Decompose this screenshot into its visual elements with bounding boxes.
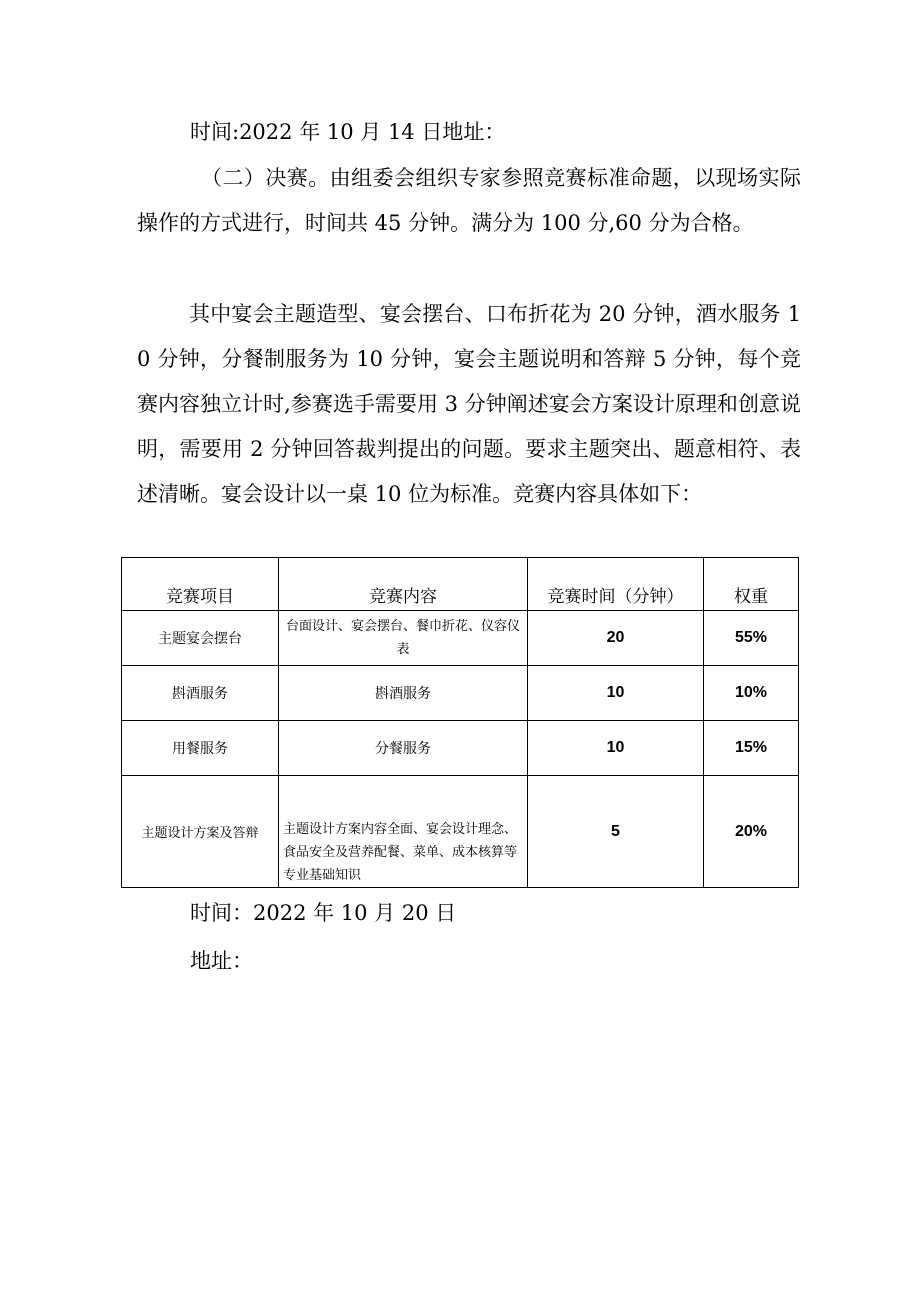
cell-item: 斟酒服务 xyxy=(122,666,279,721)
cell-weight: 15% xyxy=(704,721,799,776)
cell-time: 10 xyxy=(528,666,704,721)
header-content: 竞赛内容 xyxy=(279,558,528,611)
cell-weight: 55% xyxy=(704,611,799,666)
header-item: 竞赛项目 xyxy=(122,558,279,611)
final-time-line: 时间：2022 年 10 月 20 日 xyxy=(190,901,457,925)
table-row xyxy=(122,666,799,721)
table-row xyxy=(122,721,799,776)
cell-time: 10 xyxy=(528,721,704,776)
final-round-paragraph: （二）决赛。由组委会组织专家参照竞赛标准命题，以现场实际操作的方式进行，时间共 45 分钟。满分为 100 分,60 分为合格。 xyxy=(137,166,801,235)
final-round-details-paragraph: 其中宴会主题造型、宴会摆台、口布折花为 20 分钟，酒水服务 10 分钟，分餐制服务为 10 分钟，宴会主题说明和答辩 5 分钟，每个竞赛内容独立计时,参赛选手需要用 3 分钟阐述宴会方案设计原理和创意说明，需要用 2 分钟回答裁判提出的问题。要求主题突出、题意相符、表述清晰。宴会设计以一桌 10 位为标准。竞赛内容具体如下： xyxy=(137,302,801,506)
header-time: 竞赛时间（分钟） xyxy=(528,558,704,611)
cell-content: 分餐服务 xyxy=(279,721,528,776)
final-address-line: 地址： xyxy=(190,949,253,973)
cell-content: 主题设计方案内容全面、宴会设计理念、食品安全及营养配餐、菜单、成本核算等专业基础知识 xyxy=(279,776,528,888)
table-row xyxy=(122,611,799,666)
header-weight: 权重 xyxy=(704,558,799,611)
session-time-address-line: 时间:2022 年 10 月 14 日地址： xyxy=(190,120,506,144)
cell-time: 20 xyxy=(528,611,704,666)
cell-weight: 10% xyxy=(704,666,799,721)
cell-weight: 20% xyxy=(704,776,799,888)
cell-content: 台面设计、宴会摆台、餐巾折花、仪容仪表 xyxy=(279,611,528,666)
cell-item: 主题宴会摆台 xyxy=(122,611,279,666)
cell-item: 用餐服务 xyxy=(122,721,279,776)
cell-item: 主题设计方案及答辩 xyxy=(122,776,279,888)
cell-content: 斟酒服务 xyxy=(279,666,528,721)
table-row xyxy=(122,776,799,888)
table-header-row xyxy=(122,558,799,611)
competition-table xyxy=(121,557,799,888)
cell-time: 5 xyxy=(528,776,704,888)
